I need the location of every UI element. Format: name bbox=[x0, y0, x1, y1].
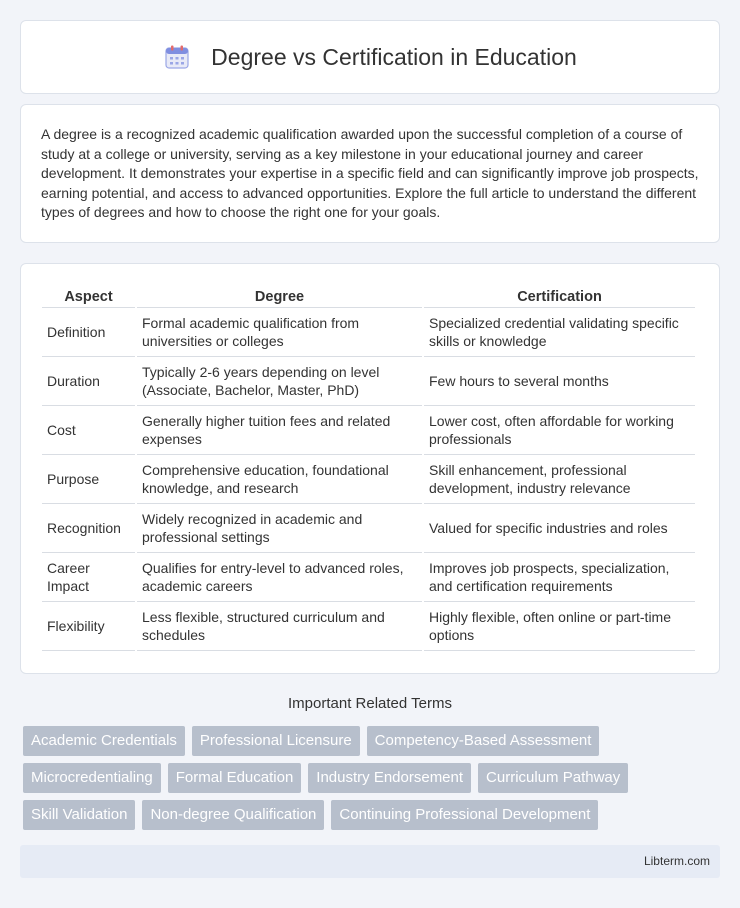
cell-certification: Lower cost, often affordable for working professionals bbox=[424, 406, 695, 455]
intro-card bbox=[20, 104, 720, 243]
cell-aspect: Purpose bbox=[42, 455, 135, 504]
tag-row bbox=[23, 763, 723, 793]
table-header-row bbox=[42, 286, 695, 308]
cell-aspect: Duration bbox=[42, 357, 135, 406]
comparison-card bbox=[20, 263, 720, 674]
cell-degree: Generally higher tuition fees and related expenses bbox=[137, 406, 422, 455]
related-terms-title: Important Related Terms bbox=[288, 695, 452, 712]
table-row bbox=[42, 602, 695, 651]
cell-degree: Comprehensive education, foundational knowledge, and research bbox=[137, 455, 422, 504]
tag-academic-credentials[interactable]: Academic Credentials bbox=[23, 726, 185, 756]
footer-brand[interactable]: Libterm.com bbox=[643, 854, 710, 868]
header-degree: Degree bbox=[137, 286, 422, 308]
cell-certification: Improves job prospects, specialization, and certification requirements bbox=[424, 553, 695, 602]
cell-degree: Widely recognized in academic and professional settings bbox=[137, 504, 422, 553]
cell-certification: Skill enhancement, professional development, industry relevance bbox=[424, 455, 695, 504]
page-title: Degree vs Certification in Education bbox=[211, 43, 577, 70]
header-card bbox=[20, 20, 720, 94]
cell-aspect: Career Impact bbox=[42, 553, 135, 602]
tag-row bbox=[23, 800, 723, 830]
tag-formal-education[interactable]: Formal Education bbox=[168, 763, 302, 793]
tag-non-degree-qualification[interactable]: Non-degree Qualification bbox=[142, 800, 324, 830]
cell-certification: Highly flexible, often online or part-time options bbox=[424, 602, 695, 651]
cell-degree: Qualifies for entry-level to advanced roles, academic careers bbox=[137, 553, 422, 602]
related-terms bbox=[23, 726, 723, 837]
cell-aspect: Recognition bbox=[42, 504, 135, 553]
header-certification: Certification bbox=[424, 286, 695, 308]
header-aspect: Aspect bbox=[42, 286, 135, 308]
tag-professional-licensure[interactable]: Professional Licensure bbox=[192, 726, 360, 756]
cell-aspect: Definition bbox=[42, 308, 135, 357]
table-row bbox=[42, 308, 695, 357]
tag-continuing-professional-development[interactable]: Continuing Professional Development bbox=[331, 800, 598, 830]
table-row bbox=[42, 357, 695, 406]
table-row bbox=[42, 504, 695, 553]
cell-degree: Formal academic qualification from universities or colleges bbox=[137, 308, 422, 357]
cell-degree: Typically 2-6 years depending on level (Associate, Bachelor, Master, PhD) bbox=[137, 357, 422, 406]
footer bbox=[20, 845, 720, 878]
tag-skill-validation[interactable]: Skill Validation bbox=[23, 800, 135, 830]
calendar-icon bbox=[163, 43, 191, 71]
intro-text: A degree is a recognized academic qualification awarded upon the successful completion of a course of study at a college or university, serving as a key milestone in your educational journey and career development. It demonstrates your expertise in a specific field and can significantly improve job prospects, earning potential, and access to advanced opportunities. Explore the full article to understand the different types of degrees and how to choose the right one for your goals. bbox=[41, 126, 699, 220]
tag-industry-endorsement[interactable]: Industry Endorsement bbox=[308, 763, 471, 793]
tag-competency-based-assessment[interactable]: Competency-Based Assessment bbox=[367, 726, 600, 756]
cell-certification: Few hours to several months bbox=[424, 357, 695, 406]
cell-certification: Valued for specific industries and roles bbox=[424, 504, 695, 553]
tag-curriculum-pathway[interactable]: Curriculum Pathway bbox=[478, 763, 628, 793]
comparison-table bbox=[40, 286, 697, 651]
tag-row bbox=[23, 726, 723, 756]
cell-aspect: Cost bbox=[42, 406, 135, 455]
cell-degree: Less flexible, structured curriculum and schedules bbox=[137, 602, 422, 651]
table-row bbox=[42, 455, 695, 504]
cell-certification: Specialized credential validating specific skills or knowledge bbox=[424, 308, 695, 357]
table-row bbox=[42, 553, 695, 602]
cell-aspect: Flexibility bbox=[42, 602, 135, 651]
tag-microcredentialing[interactable]: Microcredentialing bbox=[23, 763, 161, 793]
table-row bbox=[42, 406, 695, 455]
